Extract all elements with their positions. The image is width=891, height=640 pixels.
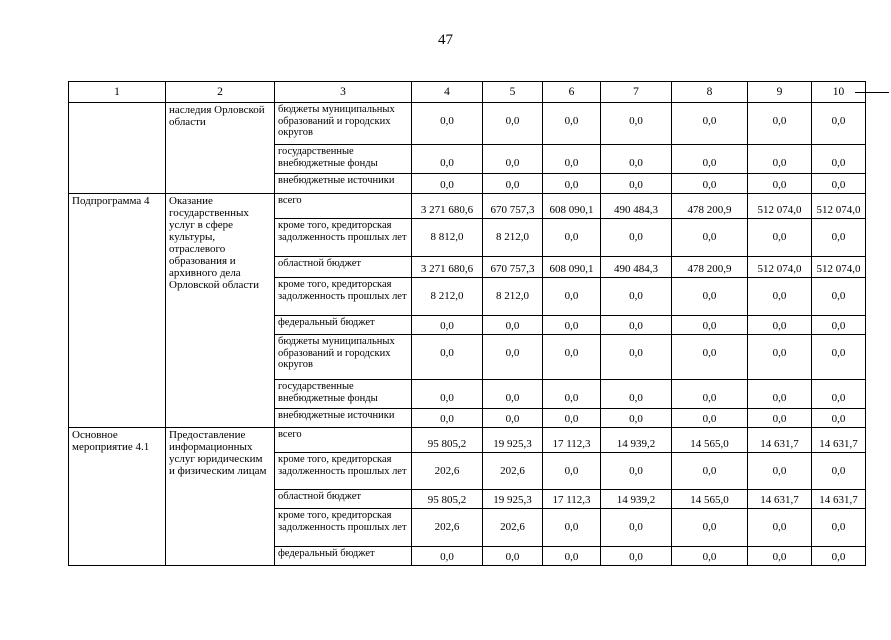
amount-cell: 0,0 xyxy=(672,453,748,490)
amount-cell: 0,0 xyxy=(672,335,748,380)
column-header: 10 xyxy=(812,82,866,103)
funding-source-cell: кроме того, кредиторская задолженность прошлых лет xyxy=(275,453,412,490)
amount-cell: 0,0 xyxy=(601,509,672,547)
amount-cell: 14 565,0 xyxy=(672,490,748,509)
amount-cell: 14 939,2 xyxy=(601,428,672,453)
amount-cell: 0,0 xyxy=(672,145,748,174)
amount-cell: 0,0 xyxy=(412,174,483,194)
amount-cell: 14 631,7 xyxy=(812,428,866,453)
amount-cell: 0,0 xyxy=(748,174,812,194)
amount-cell: 0,0 xyxy=(748,278,812,316)
amount-cell: 0,0 xyxy=(812,547,866,566)
amount-cell: 14 565,0 xyxy=(672,428,748,453)
amount-cell: 0,0 xyxy=(748,453,812,490)
amount-cell: 512 074,0 xyxy=(748,194,812,219)
funding-source-cell: федеральный бюджет xyxy=(275,316,412,335)
amount-cell: 0,0 xyxy=(412,335,483,380)
column-header: 4 xyxy=(412,82,483,103)
amount-cell: 0,0 xyxy=(672,278,748,316)
funding-source-cell: внебюджетные источники xyxy=(275,409,412,428)
amount-cell: 0,0 xyxy=(748,316,812,335)
amount-cell: 0,0 xyxy=(812,453,866,490)
amount-cell: 512 074,0 xyxy=(812,257,866,278)
amount-cell: 202,6 xyxy=(483,509,543,547)
amount-cell: 0,0 xyxy=(601,335,672,380)
amount-cell: 0,0 xyxy=(601,145,672,174)
amount-cell: 95 805,2 xyxy=(412,490,483,509)
amount-cell: 608 090,1 xyxy=(543,257,601,278)
funding-source-cell: внебюджетные источники xyxy=(275,174,412,194)
amount-cell: 0,0 xyxy=(412,145,483,174)
amount-cell: 202,6 xyxy=(412,453,483,490)
amount-cell: 0,0 xyxy=(543,409,601,428)
funding-source-cell: федеральный бюджет xyxy=(275,547,412,566)
amount-cell: 17 112,3 xyxy=(543,428,601,453)
amount-cell: 0,0 xyxy=(812,380,866,409)
program-name-cell: Подпрограмма 4 xyxy=(69,194,166,428)
table-header-row xyxy=(69,82,866,103)
amount-cell: 8 212,0 xyxy=(483,278,543,316)
column-header: 1 xyxy=(69,82,166,103)
amount-cell: 490 484,3 xyxy=(601,194,672,219)
amount-cell: 0,0 xyxy=(483,174,543,194)
funding-source-cell: государственные внебюджетные фонды xyxy=(275,380,412,409)
program-name-cell xyxy=(69,103,166,194)
amount-cell: 0,0 xyxy=(748,219,812,257)
amount-cell: 0,0 xyxy=(543,453,601,490)
budget-table xyxy=(68,81,866,566)
amount-cell: 0,0 xyxy=(812,145,866,174)
amount-cell: 0,0 xyxy=(748,103,812,145)
funding-source-cell: государственные внебюджетные фонды xyxy=(275,145,412,174)
amount-cell: 8 212,0 xyxy=(412,278,483,316)
amount-cell: 0,0 xyxy=(812,409,866,428)
amount-cell: 0,0 xyxy=(483,335,543,380)
funding-source-cell: областной бюджет xyxy=(275,490,412,509)
amount-cell: 0,0 xyxy=(412,409,483,428)
amount-cell: 0,0 xyxy=(543,547,601,566)
funding-source-cell: областной бюджет xyxy=(275,257,412,278)
program-title-cell: Оказание государственных услуг в сфере культуры, отраслевого образования и архивного дела Орловской области xyxy=(166,194,275,428)
column-header: 8 xyxy=(672,82,748,103)
funding-source-cell: кроме того, кредиторская задолженность прошлых лет xyxy=(275,509,412,547)
funding-source-cell: бюджеты муниципальных образований и городских округов xyxy=(275,335,412,380)
amount-cell: 0,0 xyxy=(601,174,672,194)
amount-cell: 0,0 xyxy=(483,547,543,566)
funding-source-cell: кроме того, кредиторская задолженность прошлых лет xyxy=(275,278,412,316)
amount-cell: 0,0 xyxy=(483,409,543,428)
amount-cell: 0,0 xyxy=(748,409,812,428)
amount-cell: 0,0 xyxy=(543,174,601,194)
amount-cell: 19 925,3 xyxy=(483,490,543,509)
amount-cell: 0,0 xyxy=(601,278,672,316)
amount-cell: 0,0 xyxy=(412,547,483,566)
amount-cell: 0,0 xyxy=(483,103,543,145)
amount-cell: 0,0 xyxy=(748,380,812,409)
amount-cell: 14 631,7 xyxy=(812,490,866,509)
amount-cell: 0,0 xyxy=(748,547,812,566)
amount-cell: 0,0 xyxy=(412,103,483,145)
column-header: 6 xyxy=(543,82,601,103)
amount-cell: 0,0 xyxy=(812,335,866,380)
amount-cell: 0,0 xyxy=(672,174,748,194)
amount-cell: 490 484,3 xyxy=(601,257,672,278)
amount-cell: 3 271 680,6 xyxy=(412,194,483,219)
funding-source-cell: кроме того, кредиторская задолженность прошлых лет xyxy=(275,219,412,257)
amount-cell: 0,0 xyxy=(543,145,601,174)
column-header: 5 xyxy=(483,82,543,103)
amount-cell: 0,0 xyxy=(601,316,672,335)
amount-cell: 478 200,9 xyxy=(672,194,748,219)
amount-cell: 0,0 xyxy=(748,509,812,547)
funding-source-cell: всего xyxy=(275,194,412,219)
amount-cell: 8 812,0 xyxy=(412,219,483,257)
amount-cell: 0,0 xyxy=(748,335,812,380)
amount-cell: 17 112,3 xyxy=(543,490,601,509)
amount-cell: 14 631,7 xyxy=(748,490,812,509)
amount-cell: 0,0 xyxy=(543,380,601,409)
amount-cell: 0,0 xyxy=(483,380,543,409)
amount-cell: 0,0 xyxy=(543,219,601,257)
amount-cell: 0,0 xyxy=(601,219,672,257)
amount-cell: 0,0 xyxy=(412,380,483,409)
amount-cell: 0,0 xyxy=(483,145,543,174)
amount-cell: 0,0 xyxy=(483,316,543,335)
program-name-cell: Основное мероприятие 4.1 xyxy=(69,428,166,566)
amount-cell: 0,0 xyxy=(812,174,866,194)
amount-cell: 512 074,0 xyxy=(812,194,866,219)
amount-cell: 0,0 xyxy=(748,145,812,174)
column-header: 3 xyxy=(275,82,412,103)
table-row xyxy=(69,103,866,145)
column-header: 7 xyxy=(601,82,672,103)
column-header: 9 xyxy=(748,82,812,103)
amount-cell: 0,0 xyxy=(543,103,601,145)
amount-cell: 670 757,3 xyxy=(483,257,543,278)
amount-cell: 0,0 xyxy=(543,509,601,547)
amount-cell: 0,0 xyxy=(672,409,748,428)
amount-cell: 14 631,7 xyxy=(748,428,812,453)
amount-cell: 0,0 xyxy=(601,453,672,490)
page-number: 47 xyxy=(438,32,453,48)
table-row xyxy=(69,428,866,453)
amount-cell: 0,0 xyxy=(812,103,866,145)
amount-cell: 3 271 680,6 xyxy=(412,257,483,278)
amount-cell: 0,0 xyxy=(672,509,748,547)
program-title-cell: Предоставление информационных услуг юридическим и физическим лицам xyxy=(166,428,275,566)
amount-cell: 670 757,3 xyxy=(483,194,543,219)
amount-cell: 0,0 xyxy=(601,103,672,145)
amount-cell: 0,0 xyxy=(812,278,866,316)
amount-cell: 0,0 xyxy=(543,335,601,380)
margin-marker-line xyxy=(855,92,889,93)
amount-cell: 0,0 xyxy=(601,409,672,428)
table-row xyxy=(69,194,866,219)
program-title-cell: наследия Орловской области xyxy=(166,103,275,194)
amount-cell: 0,0 xyxy=(672,219,748,257)
amount-cell: 0,0 xyxy=(543,316,601,335)
amount-cell: 512 074,0 xyxy=(748,257,812,278)
amount-cell: 478 200,9 xyxy=(672,257,748,278)
amount-cell: 0,0 xyxy=(812,509,866,547)
amount-cell: 0,0 xyxy=(672,547,748,566)
amount-cell: 0,0 xyxy=(672,316,748,335)
amount-cell: 19 925,3 xyxy=(483,428,543,453)
amount-cell: 8 212,0 xyxy=(483,219,543,257)
amount-cell: 202,6 xyxy=(412,509,483,547)
funding-source-cell: бюджеты муниципальных образований и городских округов xyxy=(275,103,412,145)
amount-cell: 0,0 xyxy=(412,316,483,335)
amount-cell: 608 090,1 xyxy=(543,194,601,219)
amount-cell: 0,0 xyxy=(601,380,672,409)
amount-cell: 0,0 xyxy=(543,278,601,316)
amount-cell: 0,0 xyxy=(812,316,866,335)
amount-cell: 0,0 xyxy=(672,103,748,145)
column-header: 2 xyxy=(166,82,275,103)
funding-source-cell: всего xyxy=(275,428,412,453)
amount-cell: 95 805,2 xyxy=(412,428,483,453)
amount-cell: 14 939,2 xyxy=(601,490,672,509)
amount-cell: 0,0 xyxy=(672,380,748,409)
amount-cell: 0,0 xyxy=(601,547,672,566)
amount-cell: 202,6 xyxy=(483,453,543,490)
amount-cell: 0,0 xyxy=(812,219,866,257)
